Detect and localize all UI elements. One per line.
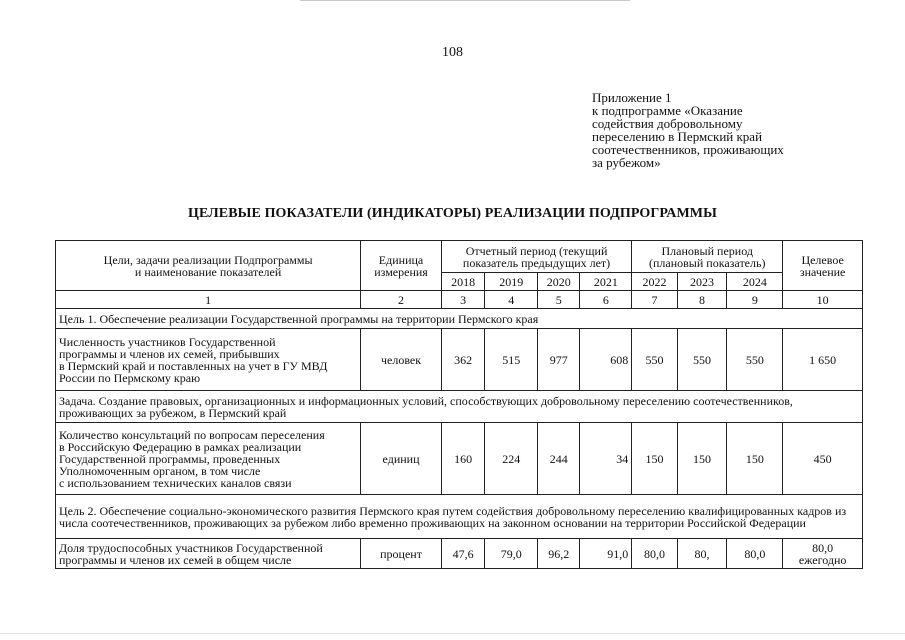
indicator-unit: единиц bbox=[361, 423, 442, 495]
indicator-value: 47,6 bbox=[441, 539, 484, 569]
indicator-value: 977 bbox=[538, 329, 580, 391]
indicator-value: 224 bbox=[485, 423, 538, 495]
indicator-target: 80,0 ежегодно bbox=[783, 539, 863, 569]
column-number: 3 bbox=[441, 291, 484, 309]
indicator-value: 150 bbox=[727, 423, 783, 495]
appendix-line: за рубежом» bbox=[592, 155, 661, 170]
indicator-value: 550 bbox=[632, 329, 678, 391]
appendix-line: содействия добровольному bbox=[592, 116, 743, 131]
indicator-value: 150 bbox=[677, 423, 727, 495]
indicator-target: 450 bbox=[783, 423, 863, 495]
indicator-value: 150 bbox=[632, 423, 678, 495]
column-number: 9 bbox=[727, 291, 783, 309]
indicator-value: 80, bbox=[677, 539, 727, 569]
indicator-value: 79,0 bbox=[485, 539, 538, 569]
header-goals: Цели, задачи реализации Подпрограммы и наименование показателей bbox=[56, 241, 361, 291]
document-title: ЦЕЛЕВЫЕ ПОКАЗАТЕЛИ (ИНДИКАТОРЫ) РЕАЛИЗАЦИИ ПОДПРОГРАММЫ bbox=[188, 206, 717, 221]
indicator-value: 515 bbox=[485, 329, 538, 391]
appendix-line: Приложение 1 bbox=[592, 90, 672, 105]
header-year: 2023 bbox=[677, 273, 727, 291]
column-number: 6 bbox=[580, 291, 632, 309]
indicator-target: 1 650 bbox=[783, 329, 863, 391]
column-numbers-row bbox=[56, 291, 863, 309]
header-planned-period: Плановый период (плановый показатель) bbox=[632, 241, 783, 273]
task-text: Задача. Создание правовых, организационных и информационных условий, способствующих добровольному переселению соотечественников, проживающих за рубежом, в Пермский край bbox=[56, 391, 863, 423]
indicator-unit: процент bbox=[361, 539, 442, 569]
top-rule bbox=[300, 0, 630, 1]
task-row bbox=[56, 391, 863, 423]
indicators-table bbox=[55, 240, 863, 569]
goal-1-text: Цель 1. Обеспечение реализации Государственной программы на территории Пермского края bbox=[56, 309, 863, 329]
column-number: 1 bbox=[56, 291, 361, 309]
page-number: 108 bbox=[442, 45, 463, 60]
goal-row bbox=[56, 309, 863, 329]
column-number: 4 bbox=[485, 291, 538, 309]
header-year: 2021 bbox=[580, 273, 632, 291]
header-year: 2024 bbox=[727, 273, 783, 291]
column-number: 8 bbox=[677, 291, 727, 309]
header-year: 2022 bbox=[632, 273, 678, 291]
appendix-line: переселению в Пермский край bbox=[592, 129, 763, 144]
indicator-value: 550 bbox=[727, 329, 783, 391]
column-number: 5 bbox=[538, 291, 580, 309]
column-number: 2 bbox=[361, 291, 442, 309]
indicator-value: 80,0 bbox=[727, 539, 783, 569]
header-row bbox=[56, 241, 863, 273]
bottom-rule bbox=[0, 633, 905, 634]
indicator-value: 550 bbox=[677, 329, 727, 391]
indicator-name: Количество консультаций по вопросам переселения в Российскую Федерацию в рамках реализации Государственной программы, проведенных Уполномоченным органом, в том числе с использованием технических каналов связи bbox=[56, 423, 361, 495]
goal-2-text: Цель 2. Обеспечение социально-экономического развития Пермского края путем содействия добровольному переселению квалифицированных кадров из числа соотечественников, проживающих за рубежом либо временно проживающих на законном основании на территории Российской Федерации bbox=[56, 495, 863, 539]
header-target: Целевое значение bbox=[783, 241, 863, 291]
indicator-value: 91,0 bbox=[580, 539, 632, 569]
indicator-value: 244 bbox=[538, 423, 580, 495]
appendix-line: к подпрограмме «Оказание bbox=[592, 103, 743, 118]
indicator-value: 80,0 bbox=[632, 539, 678, 569]
indicator-value: 34 bbox=[580, 423, 632, 495]
header-unit: Единица измерения bbox=[361, 241, 442, 291]
appendix-line: соотечественников, проживающих bbox=[592, 142, 784, 157]
indicator-name: Численность участников Государственной программы и членов их семей, прибывших в Пермский край и поставленных на учет в ГУ МВД России по Пермскому краю bbox=[56, 329, 361, 391]
appendix-note bbox=[592, 91, 872, 169]
header-year: 2018 bbox=[441, 273, 484, 291]
indicator-value: 96,2 bbox=[538, 539, 580, 569]
indicator-value: 160 bbox=[441, 423, 484, 495]
table-row bbox=[56, 329, 863, 391]
indicator-value: 362 bbox=[441, 329, 484, 391]
goal-row bbox=[56, 495, 863, 539]
header-year: 2019 bbox=[485, 273, 538, 291]
header-year: 2020 bbox=[538, 273, 580, 291]
column-number: 10 bbox=[783, 291, 863, 309]
indicator-unit: человек bbox=[361, 329, 442, 391]
indicator-value: 608 bbox=[580, 329, 632, 391]
header-reporting-period: Отчетный период (текущий показатель предыдущих лет) bbox=[441, 241, 631, 273]
indicator-name: Доля трудоспособных участников Государственной программы и членов их семей в общем числе bbox=[56, 539, 361, 569]
column-number: 7 bbox=[632, 291, 678, 309]
table-row bbox=[56, 539, 863, 569]
table-row bbox=[56, 423, 863, 495]
